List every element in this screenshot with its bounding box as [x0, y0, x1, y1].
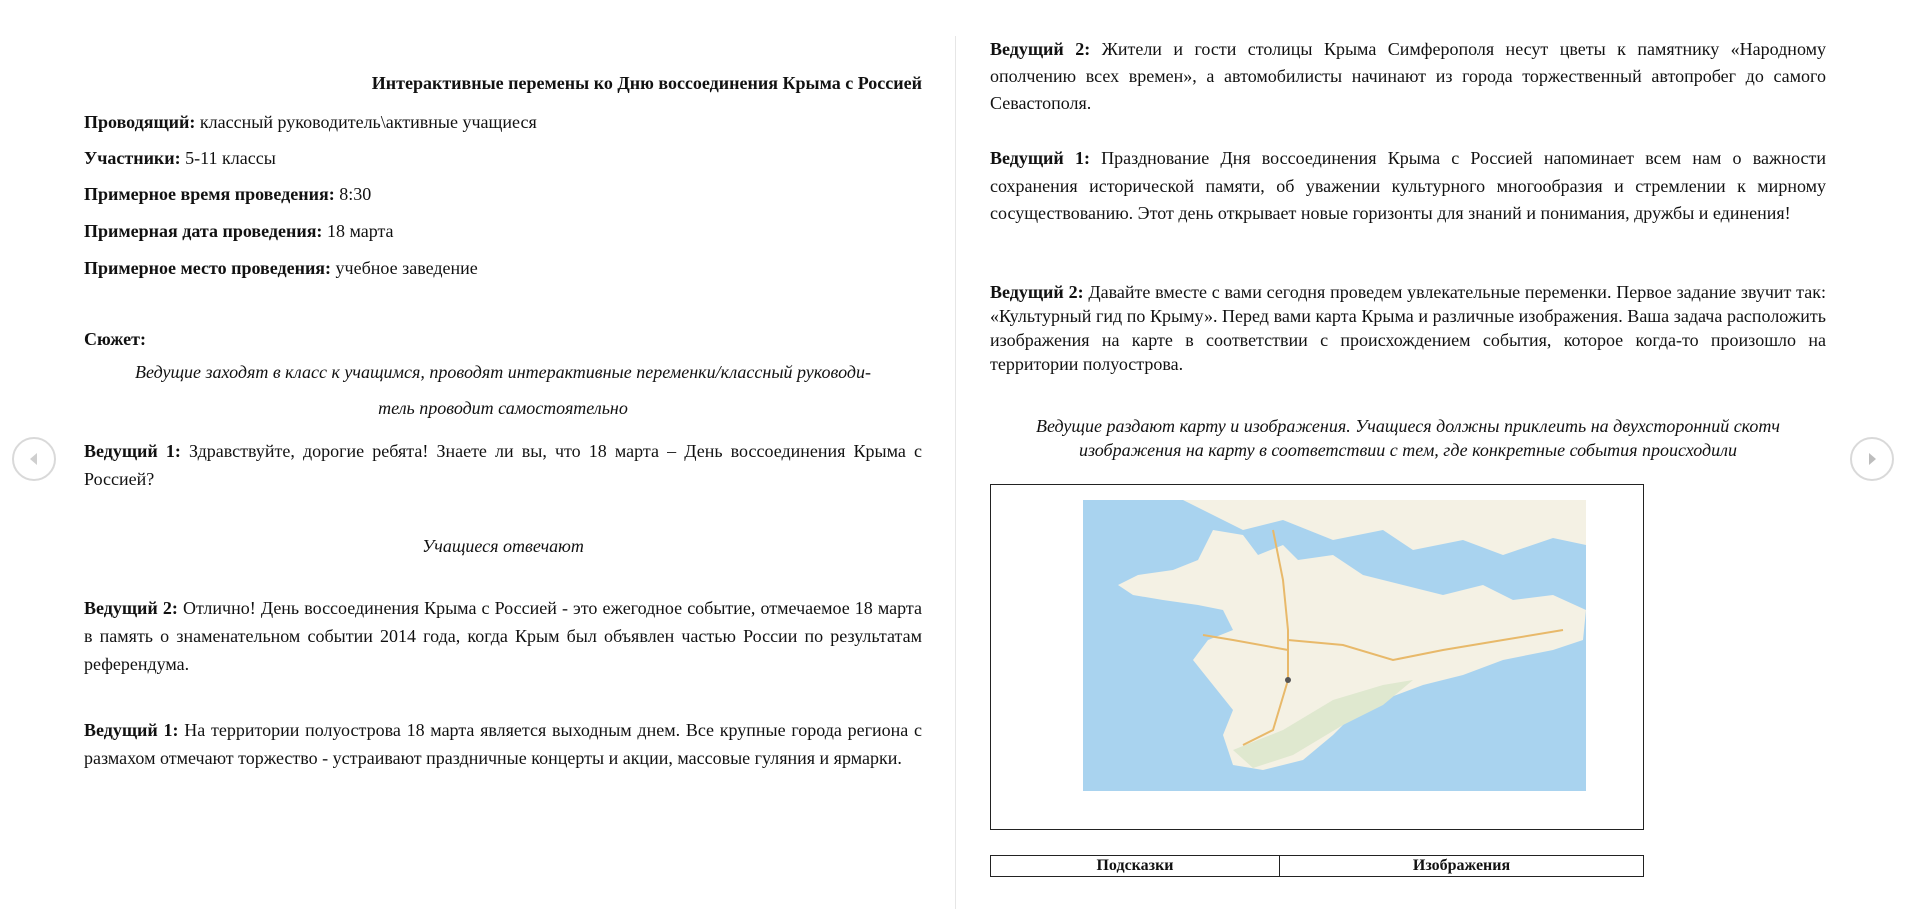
host1-greeting: Ведущий 1: Здравствуйте, дорогие ребята! Знаете ли вы, что 18 марта – День воссоединения Крыма с Россией? [84, 441, 922, 489]
map-frame [990, 484, 1644, 830]
host2-monument-paragraph: Ведущий 2: Жители и гости столицы Крыма Симферополя несут цветы к памятнику «Народному ополчению всех времен», а автомобилисты начинают из города торжественный автопробег до самого Севастополя. [990, 39, 1826, 113]
students-answer: Учащиеся отвечают [422, 536, 584, 556]
meta-time: Примерное время проведения: 8:30 [84, 184, 372, 204]
next-page-button[interactable] [1850, 437, 1894, 481]
meta-participants: Участники: 5-11 классы [84, 148, 276, 168]
table-header-images: Изображения [1280, 856, 1644, 877]
host1-paragraph: Ведущий 1: На территории полуострова 18 марта является выходным днем. Все крупные города региона с размахом отмечают торжество - устраивают праздничные концерты и акции, массовые гуляния и ярмарки. [84, 720, 922, 768]
right-page [990, 0, 1826, 923]
chevron-left-icon [24, 449, 44, 469]
stage-direction: Ведущие раздают карту и изображения. Учащиеся должны приклеить на двухсторонний скотч изображения на карту в соответствии с тем, где конкретные события происходили [1035, 416, 1781, 460]
plot-text: Ведущие заходят в класс к учащимся, проводят интерактивные переменки/классный руководи- тель проводит самостоятельно [135, 362, 871, 418]
table-header-hints: Подсказки [991, 856, 1280, 877]
chevron-right-icon [1862, 449, 1882, 469]
hints-table [990, 855, 1644, 877]
meta-date: Примерная дата проведения: 18 марта [84, 221, 394, 241]
document-title: Интерактивные перемены ко Дню воссоединения Крыма с Россией [371, 73, 922, 93]
prev-page-button[interactable] [12, 437, 56, 481]
meta-conductor: Проводящий: классный руководитель\активные учащиеся [84, 112, 537, 132]
crimea-map [1083, 500, 1586, 791]
page-divider [955, 36, 956, 909]
host2-task-paragraph: Ведущий 2: Давайте вместе с вами сегодня проведем увлекательные переменки. Первое задание звучит так: «Культурный гид по Крыму». Перед вами карта Крыма и различные изображения. Ваша задача расположить изображения на карте в соответствии с происхождением события, которое когда-то произошло на территории полуострова. [990, 282, 1826, 374]
map-city-dot [1285, 677, 1291, 683]
plot-label: Сюжет: [84, 329, 146, 349]
host1-memory-paragraph: Ведущий 1: Празднование Дня воссоединения Крыма с Россией напоминает всем нам о важности сохранения исторической памяти, об уважении культурного многообразия и стремлении к мирному сосуществованию. Этот день открывает новые горизонты для знаний и понимания, дружбы и единения! [990, 148, 1827, 223]
left-page [84, 0, 922, 923]
host2-paragraph: Ведущий 2: Отлично! День воссоединения Крыма с Россией - это ежегодное событие, отмечаемое 18 марта в память о знаменательном событии 2014 года, когда Крым был объявлен частью России по результатам референдума. [84, 598, 923, 674]
meta-place: Примерное место проведения: учебное заведение [84, 258, 478, 278]
